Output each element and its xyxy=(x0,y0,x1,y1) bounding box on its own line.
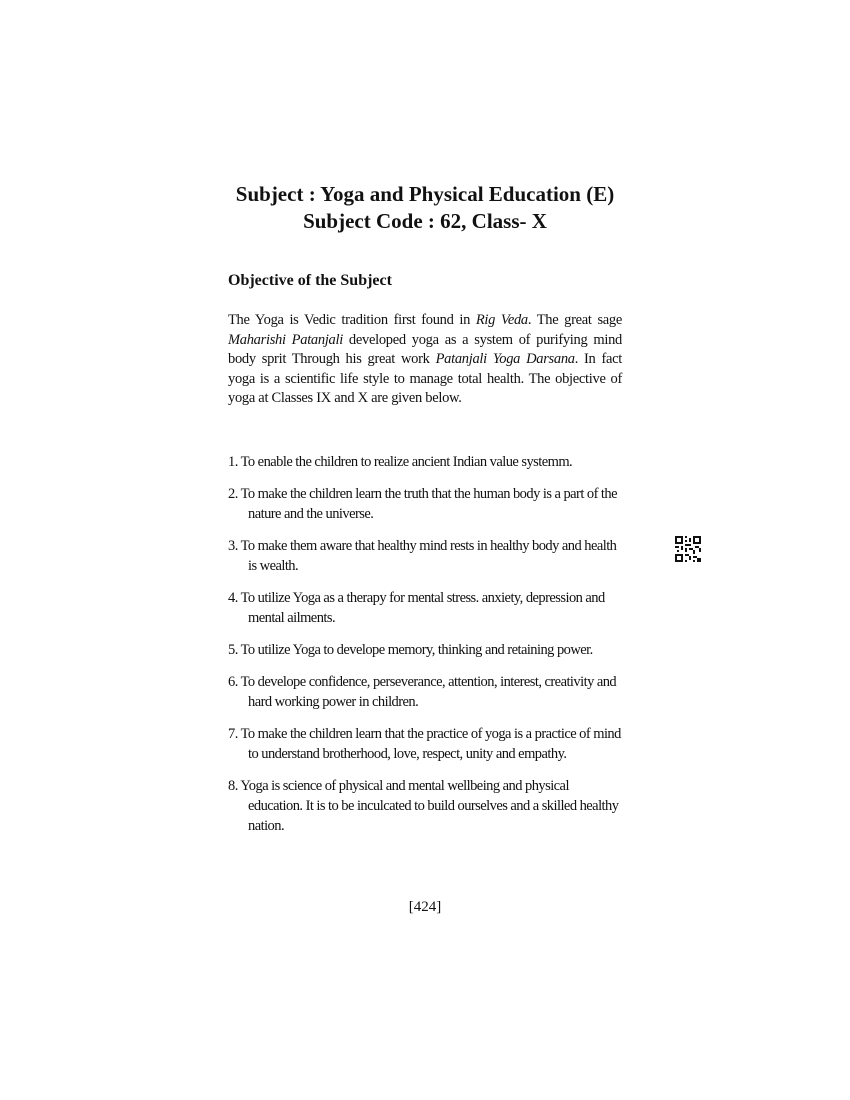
intro-italic-patanjali: Maharishi Patanjali xyxy=(228,331,343,348)
intro-italic-yoga-darsana: Patanjali Yoga Darsana xyxy=(435,351,575,367)
objectives-list xyxy=(228,452,622,848)
objective-text: To utilize Yoga to develope memory, thinking and retaining power. xyxy=(240,642,593,658)
qr-code-icon xyxy=(675,536,701,562)
objective-number: 6. xyxy=(228,674,238,690)
objective-item xyxy=(228,724,622,764)
objective-text: To enable the children to realize ancient Indian value systemm. xyxy=(240,454,573,470)
objective-number: 3. xyxy=(228,538,238,554)
title-subject: Subject : Yoga and Physical Education (E) xyxy=(235,182,615,206)
objective-item xyxy=(228,588,622,628)
intro-text-4: . In fact yoga is a scientific life style to manage total health. The objective of yoga at Classes IX and X are given below. xyxy=(228,351,623,406)
objective-item xyxy=(228,640,622,660)
objective-text: To make the children learn that the practice of yoga is a practice of mind to understand brotherhood, love, respect, unity and empathy. xyxy=(240,726,621,762)
objective-number: 2. xyxy=(228,486,238,502)
objective-item xyxy=(228,536,622,576)
intro-paragraph xyxy=(228,311,622,409)
page-number: [424] xyxy=(408,899,442,915)
objective-item xyxy=(228,776,622,836)
objective-text: To utilize Yoga as a therapy for mental stress. anxiety, depression and mental ailments. xyxy=(240,590,605,626)
intro-text-1: The Yoga is Vedic tradition first found in xyxy=(228,312,476,328)
objective-number: 5. xyxy=(228,642,238,658)
intro-text-3: developed yoga as a system of purifying mind body sprit Through his great work xyxy=(228,331,622,367)
objective-text: To develope confidence, perseverance, attention, interest, creativity and hard working power in children. xyxy=(240,674,617,710)
objective-number: 7. xyxy=(228,726,238,742)
objective-number: 8. xyxy=(228,778,238,794)
objective-text: Yoga is science of physical and mental wellbeing and physical education. It is to be inculcated to build ourselves and a skilled healthy nation. xyxy=(240,778,619,834)
objective-item xyxy=(228,452,622,472)
objective-number: 4. xyxy=(228,590,238,606)
title-subject-code: Subject Code : 62, Class- X xyxy=(303,209,547,233)
objective-text: To make them aware that healthy mind rests in healthy body and health is wealth. xyxy=(240,538,617,574)
document-title xyxy=(228,181,622,235)
objective-item xyxy=(228,484,622,524)
intro-text-2: . The great sage xyxy=(527,312,623,328)
section-heading: Objective of the Subject xyxy=(228,272,392,289)
objective-text: To make the children learn the truth that the human body is a part of the nature and the universe. xyxy=(240,486,617,522)
intro-italic-rig-veda: Rig Veda xyxy=(475,312,528,328)
objective-item xyxy=(228,672,622,712)
objective-number: 1. xyxy=(228,454,238,470)
